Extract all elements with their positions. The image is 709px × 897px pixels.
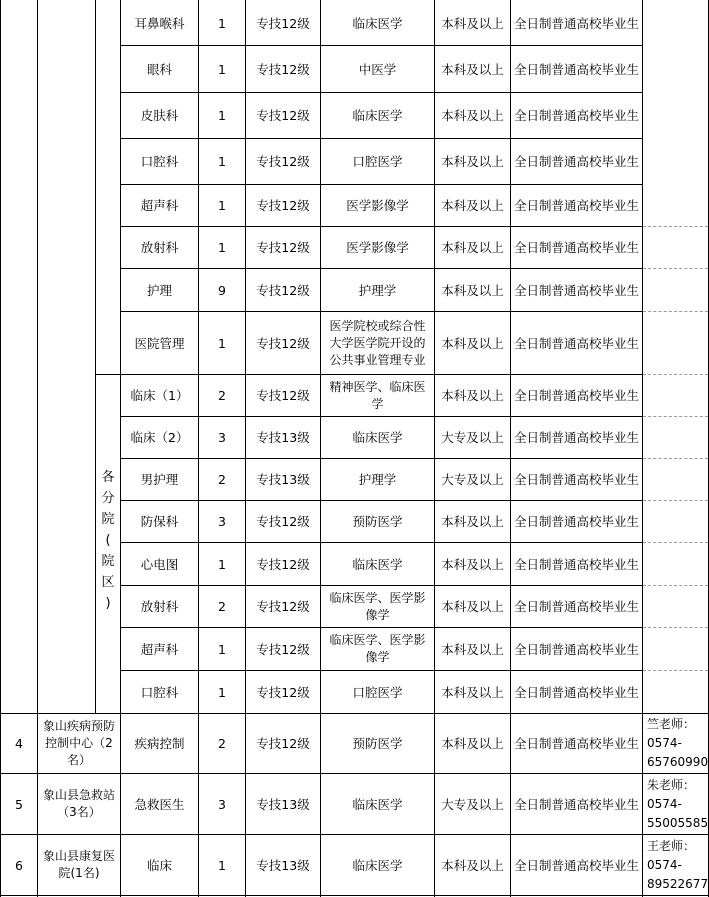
cell-dept: 心电图 (140, 556, 179, 572)
cell-major: 临床医学 (352, 556, 403, 572)
grid-line (0, 895, 709, 896)
cell-edu: 本科及以上 (441, 684, 504, 700)
cell-grade: 专技12级 (256, 388, 310, 403)
cell-edu: 本科及以上 (441, 61, 504, 77)
cell-grade: 专技12级 (256, 514, 310, 529)
cell-major: 临床医学 (352, 108, 403, 123)
cell-count: 2 (218, 388, 226, 403)
cell-dept: 护理 (146, 282, 172, 298)
cell-edu: 大专及以上 (441, 796, 504, 812)
cell-dept: 口腔科 (140, 154, 179, 169)
cell-grade: 专技12级 (256, 641, 310, 657)
cell-count: 2 (218, 736, 226, 751)
cell-major: 临床医学 (352, 15, 403, 31)
cell-edu: 大专及以上 (441, 472, 504, 487)
cell-edu: 本科及以上 (441, 388, 504, 403)
cell-major: 护理学 (358, 282, 397, 298)
cell-dept: 眼科 (146, 61, 172, 77)
cell-edu: 本科及以上 (441, 641, 504, 657)
cell-contact: 竺老师：0574-65760990 (647, 717, 708, 769)
cell-grade: 专技12级 (256, 108, 310, 123)
cell-grade: 专技12级 (256, 15, 310, 31)
cell-count: 1 (218, 641, 226, 657)
cell-type: 全日制普通高校毕业生 (514, 108, 640, 123)
cell-dept: 男护理 (140, 472, 179, 487)
cell-major: 预防医学 (352, 736, 403, 751)
cell-edu: 本科及以上 (441, 599, 504, 614)
cell-type: 全日制普通高校毕业生 (514, 61, 640, 77)
cell-type: 全日制普通高校毕业生 (514, 335, 640, 351)
cell-grade: 专技13级 (256, 796, 310, 812)
cell-edu: 本科及以上 (441, 198, 504, 213)
cell-type: 全日制普通高校毕业生 (514, 240, 640, 255)
cell-major: 中医学 (358, 61, 397, 77)
cell-type: 全日制普通高校毕业生 (514, 556, 640, 572)
cell-contact: 朱老师：0574-55005585 (647, 777, 708, 830)
cell-count: 9 (218, 282, 226, 298)
cell-contact: 王老师：0574-89522677 (647, 838, 708, 891)
cell-major: 临床医学 (352, 796, 403, 812)
cell-major: 精神医学、临床医学 (329, 379, 426, 411)
cell-type: 全日制普通高校毕业生 (514, 430, 640, 445)
dashed-line (643, 374, 708, 375)
cell-type: 全日制普通高校毕业生 (514, 684, 640, 700)
cell-type: 全日制普通高校毕业生 (514, 198, 640, 213)
cell-edu: 本科及以上 (441, 15, 504, 31)
cell-edu: 本科及以上 (441, 857, 504, 873)
cell-dept: 医院管理 (134, 335, 185, 351)
cell-no: 5 (15, 796, 23, 812)
cell-count: 3 (218, 796, 226, 812)
cell-edu: 本科及以上 (441, 282, 504, 298)
cell-type: 全日制普通高校毕业生 (514, 857, 640, 873)
branch-label-char: 院 (101, 511, 115, 527)
cell-no: 4 (15, 736, 23, 751)
cell-grade: 专技12级 (256, 335, 310, 351)
cell-grade: 专技12级 (256, 736, 310, 751)
branch-label (96, 460, 120, 620)
cell-major: 临床医学、医学影像学 (329, 590, 426, 622)
cell-count: 3 (218, 430, 226, 445)
cell-dept: 耳鼻喉科 (134, 15, 185, 31)
dashed-line (643, 311, 708, 312)
cell-type: 全日制普通高校毕业生 (514, 472, 640, 487)
cell-grade: 专技13级 (256, 430, 310, 445)
branch-label-char: 分 (101, 490, 115, 506)
cell-grade: 专技13级 (256, 472, 310, 487)
branch-label-char: 区 (101, 574, 115, 590)
cell-major: 护理学 (358, 472, 397, 487)
cell-dept: 临床 (146, 857, 172, 873)
cell-major: 医学影像学 (346, 198, 409, 213)
cell-type: 全日制普通高校毕业生 (514, 641, 640, 657)
cell-edu: 大专及以上 (441, 430, 504, 445)
cell-type: 全日制普通高校毕业生 (514, 736, 640, 751)
cell-grade: 专技12级 (256, 599, 310, 614)
grid-line (37, 0, 38, 713)
cell-major: 临床医学、医学影像学 (329, 633, 426, 664)
cell-type: 全日制普通高校毕业生 (514, 282, 640, 298)
dashed-line (643, 416, 708, 417)
dashed-line (643, 670, 708, 671)
cell-count: 1 (218, 240, 226, 255)
dashed-line (643, 542, 708, 543)
branch-label-char: ( (105, 532, 111, 548)
cell-edu: 本科及以上 (441, 108, 504, 123)
cell-grade: 专技12级 (256, 556, 310, 572)
cell-major: 口腔医学 (352, 684, 403, 700)
cell-dept: 放射科 (140, 599, 179, 614)
cell-count: 1 (218, 335, 226, 351)
cell-type: 全日制普通高校毕业生 (514, 154, 640, 169)
cell-count: 1 (218, 15, 226, 31)
cell-major: 医学院校或综合性大学医学院开设的公共事业管理专业 (329, 318, 426, 367)
branch-label-char: ) (105, 595, 111, 611)
cell-edu: 本科及以上 (441, 556, 504, 572)
cell-count: 2 (218, 599, 226, 614)
cell-edu: 本科及以上 (441, 335, 504, 351)
cell-dept: 临床（1） (130, 388, 189, 403)
cell-count: 1 (218, 556, 226, 572)
cell-dept: 超声科 (140, 198, 179, 213)
dashed-line (643, 585, 708, 586)
cell-count: 1 (218, 108, 226, 123)
dashed-line (643, 458, 708, 459)
branch-label-char: 各 (101, 469, 115, 485)
cell-type: 全日制普通高校毕业生 (514, 599, 640, 614)
cell-dept: 临床（2） (130, 430, 189, 445)
cell-count: 1 (218, 61, 226, 77)
cell-no: 6 (15, 857, 23, 873)
cell-type: 全日制普通高校毕业生 (514, 388, 640, 403)
cell-major: 医学影像学 (346, 240, 409, 255)
cell-count: 3 (218, 514, 226, 529)
cell-grade: 专技12级 (256, 684, 310, 700)
cell-grade: 专技12级 (256, 198, 310, 213)
cell-dept: 超声科 (140, 641, 179, 657)
cell-type: 全日制普通高校毕业生 (514, 15, 640, 31)
cell-dept: 疾病控制 (134, 736, 185, 751)
dashed-line (643, 500, 708, 501)
cell-unit: 象山疾病预防控制中心（2名） (42, 719, 115, 767)
cell-edu: 本科及以上 (441, 514, 504, 529)
cell-unit: 象山县急救站（3名） (42, 788, 115, 819)
cell-dept: 口腔科 (140, 684, 179, 700)
cell-major: 预防医学 (352, 514, 403, 529)
cell-count: 1 (218, 684, 226, 700)
cell-dept: 放射科 (140, 240, 179, 255)
cell-dept: 皮肤科 (140, 108, 179, 123)
cell-count: 2 (218, 472, 226, 487)
cell-count: 1 (218, 154, 226, 169)
dashed-line (643, 226, 708, 227)
cell-grade: 专技12级 (256, 154, 310, 169)
cell-edu: 本科及以上 (441, 736, 504, 751)
cell-count: 1 (218, 857, 226, 873)
cell-grade: 专技12级 (256, 240, 310, 255)
cell-type: 全日制普通高校毕业生 (514, 796, 640, 812)
branch-label-char: 院 (101, 553, 115, 569)
cell-edu: 本科及以上 (441, 240, 504, 255)
cell-count: 1 (218, 198, 226, 213)
cell-grade: 专技12级 (256, 282, 310, 298)
cell-grade: 专技13级 (256, 857, 310, 873)
cell-dept: 防保科 (140, 514, 179, 529)
dashed-line (643, 268, 708, 269)
cell-type: 全日制普通高校毕业生 (514, 514, 640, 529)
cell-grade: 专技12级 (256, 61, 310, 77)
cell-major: 临床医学 (352, 430, 403, 445)
cell-major: 口腔医学 (352, 154, 403, 169)
dashed-line (643, 627, 708, 628)
cell-major: 临床医学 (352, 857, 403, 873)
cell-edu: 本科及以上 (441, 154, 504, 169)
cell-dept: 急救医生 (134, 796, 185, 812)
cell-unit: 象山县康复医院(1名) (42, 849, 115, 880)
